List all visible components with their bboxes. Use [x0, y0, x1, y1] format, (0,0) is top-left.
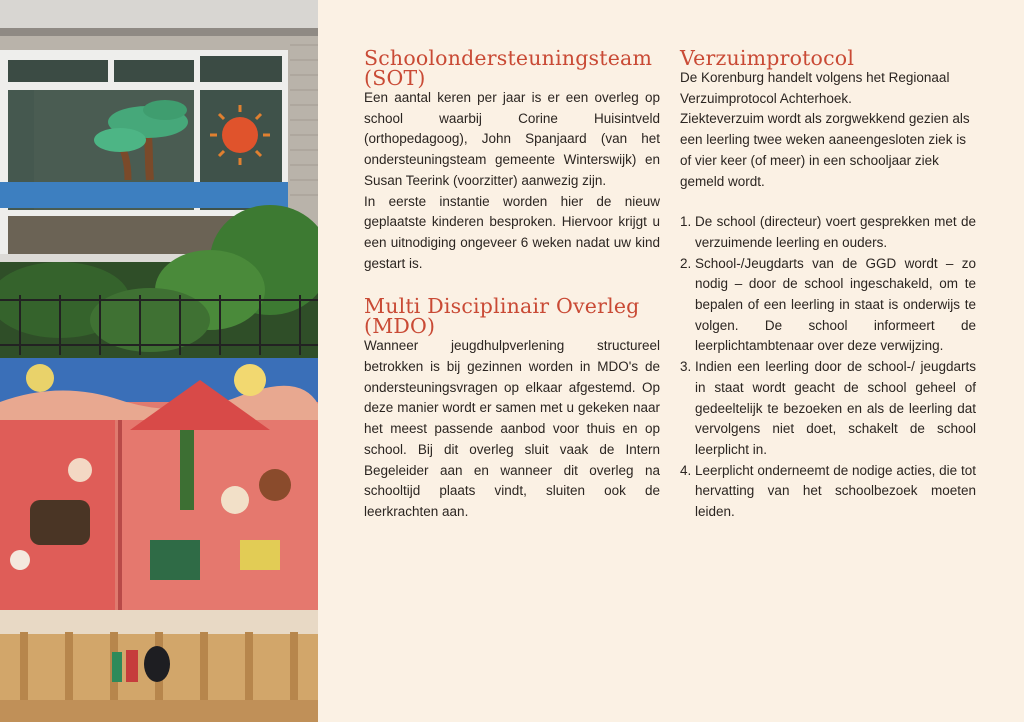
- paragraph-sot-1: Een aantal keren per jaar is er een overleg op school waarbij Corine Huisintveld (orthopedagoog), John Spanjaard (van het ondersteuningsteam gemeente Winterswijk) en Susan Teerink (voorzitter) aanwezig zijn.: [364, 90, 660, 188]
- verzuim-steps-list: [680, 212, 976, 523]
- paragraph-sot-2: In eerste instantie worden hier de nieuw geplaatste kinderen besproken. Hiervoor krijgt u een uitnodiging ongeveer 6 weken nadat uw kind gestart is.: [364, 193, 660, 271]
- section-mdo: [364, 296, 660, 522]
- paragraph-verzuim-2: Ziekteverzuim wordt als zorgwekkend gezien als een leerling twee weken aaneengesloten ziek is of vier keer (of meer) in een schooljaar ziek gemeld wordt.: [680, 111, 970, 189]
- list-item: 4. Leerplicht onderneemt de nodige acties, die tot hervatting van het schoolbezoek moeten leiden.: [695, 461, 976, 523]
- section-sot: [364, 48, 660, 274]
- left-column: [364, 48, 660, 523]
- list-item: 3. Indien een leerling door de school-/ jeugdarts in staat wordt geacht de school geheel of gedeeltelijk te bezoeken en als de leerling dat vervolgens niet doet, schakelt de school leerplicht in.: [695, 357, 976, 461]
- paragraph-verzuim-1: De Korenburg handelt volgens het Regionaal Verzuimprotocol Achterhoek.: [680, 70, 950, 106]
- heading-sot: Schoolondersteuningsteam (SOT): [364, 46, 653, 90]
- list-item: 2. School-/Jeugdarts van de GGD wordt – zo nodig – door de school ingeschakeld, om te bepalen of een leerling in staat is onderwijs te volgen. De school informeert de leerplichtambtenaar over deze verwijzing.: [695, 254, 976, 358]
- list-item: 1. De school (directeur) voert gesprekken met de verzuimende leerling en ouders.: [695, 212, 976, 253]
- heading-mdo: Multi Disciplinair Overleg (MDO): [364, 294, 640, 339]
- school-building-photo: [0, 0, 318, 722]
- section-verzuimprotocol: [680, 48, 976, 523]
- paragraph-mdo-1: Wanneer jeugdhulpverlening structureel betrokken is bij gezinnen worden in MDO's de ondersteuningsvragen op elkaar afgestemd. Op deze manier wordt er samen met u gekeken naar het meest passende aanbod voor thuis en op school. Bij dit overleg sluit vaak de Intern Begeleider aan en wanneer dit overleg na schooltijd plaats vindt, sluiten ook de leerkrachten aan.: [364, 338, 660, 519]
- heading-verzuimprotocol: Verzuimprotocol: [680, 46, 855, 70]
- school-photo: [0, 0, 318, 722]
- right-column: [680, 48, 976, 523]
